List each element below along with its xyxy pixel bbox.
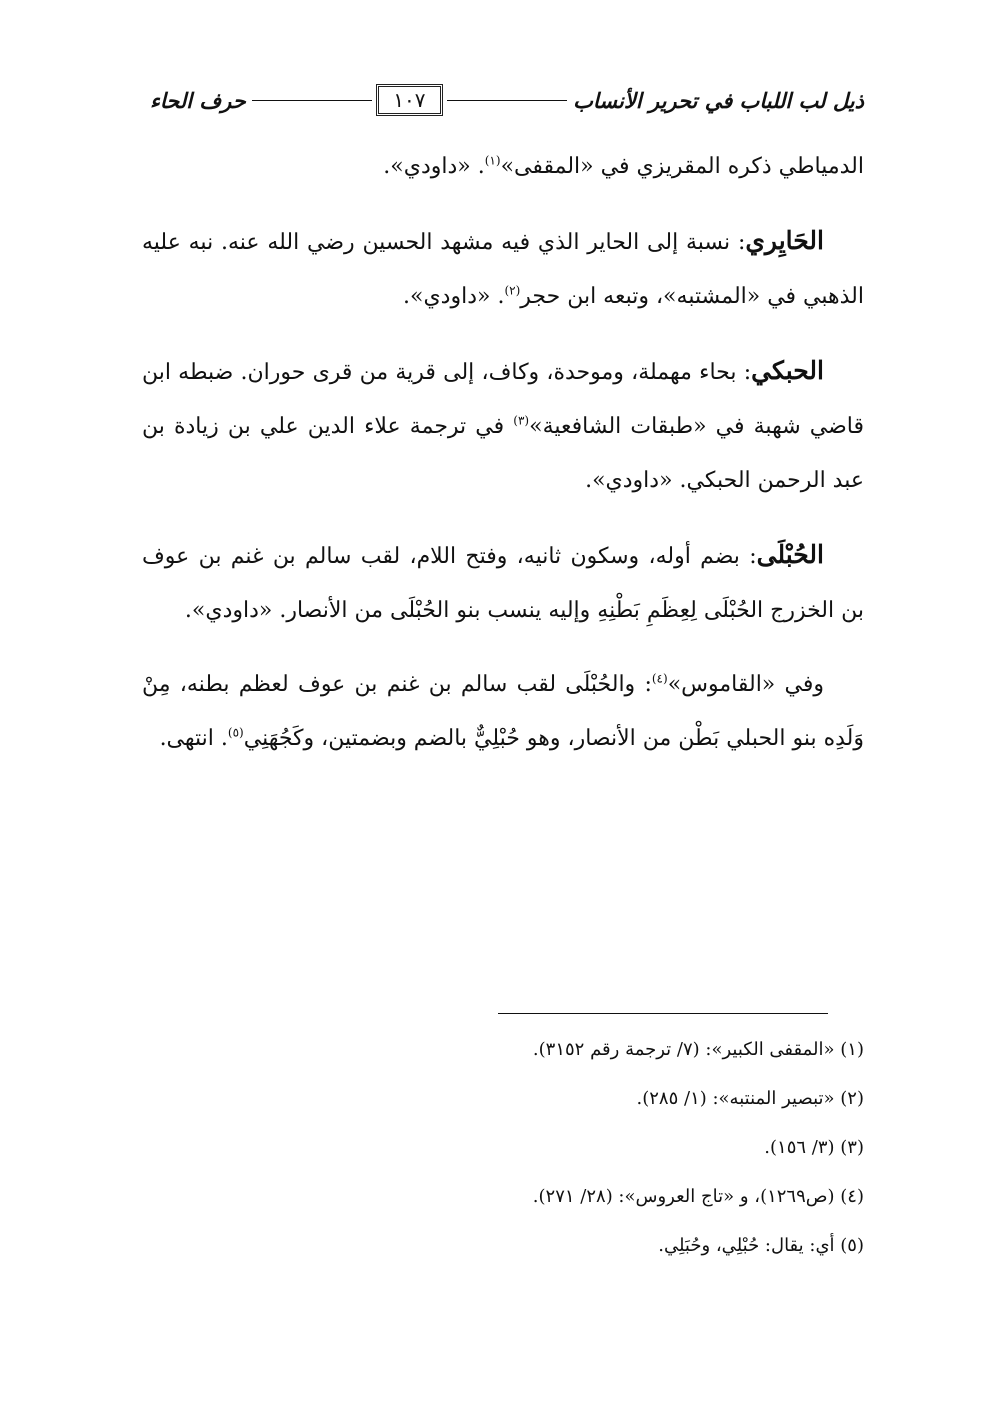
footnote-4: (٤) (ص١٢٦٩)، و «تاج العروس»: (٢٨/ ٢٧١).: [532, 1186, 864, 1207]
chapter-title: حرف الحاء: [150, 87, 246, 113]
entry-alhubla: [142, 528, 864, 638]
qamus-quote: [142, 658, 864, 766]
entry-alhayiri: [142, 214, 864, 324]
entry-heading: الحَايِري: [745, 226, 824, 255]
book-title: ذيل لب اللباب في تحرير الأنساب: [573, 87, 864, 113]
entry-heading: الحبكي: [751, 356, 824, 385]
footnote-ref: (٣): [513, 413, 530, 428]
entry-text: في ترجمة علاء الدين علي بن زيادة بن عبد الرحمن الحبكي. «داودي».: [142, 414, 864, 493]
footnotes: [142, 1025, 864, 1270]
footnote-ref: (٢): [504, 283, 521, 298]
quote-text: : والحُبْلَى لقب سالم بن غنم بن عوف لعظم بطنه، مِنْ وَلَدِه بنو الحبلي بَطْن من الأنصار، وهو حُبْلِيٌّ بالضم وبضمتين، وكَجُهَنِي: [142, 672, 864, 751]
paragraph-text: الدمياطي ذكره المقريزي في «المقفى»: [500, 154, 864, 179]
footnote-5: (٥) أي: يقال: حُبْلِي، وحُبَلِي.: [658, 1235, 864, 1256]
footnote-ref: (٤): [651, 671, 668, 686]
entry-heading: الحُبْلَى: [756, 540, 824, 569]
quote-text: . انتهى.: [159, 726, 228, 751]
footnote-1: (١) «المقفى الكبير»: (٧/ ترجمة رقم ٣١٥٢).: [532, 1039, 864, 1060]
footnote-2: (٢) «تبصير المنتبه»: (١/ ٢٨٥).: [636, 1088, 864, 1109]
paragraph-continuation: [142, 140, 864, 194]
entry-text: : بضم أوله، وسكون ثانيه، وفتح اللام، لقب سالم بن غنم بن عوف بن الخزرج الحُبْلَى لِعِظَمِ بَطْنِهِ وإليه ينسب بنو الحُبْلَى من الأنصار. «داودي».: [142, 544, 864, 623]
paragraph-text: . «داودي».: [383, 154, 485, 179]
running-header: [150, 80, 864, 120]
entry-text: : بحاء مهملة، وموحدة، وكاف، إلى قرية من قرى حوران. ضبطه ابن قاضي شهبة في «طبقات الشافعية»: [142, 360, 864, 439]
entry-alhabaki: [142, 344, 864, 508]
header-rule-left: [252, 100, 373, 101]
footnote-separator: [498, 1013, 828, 1014]
page-number: ١٠٧: [376, 84, 442, 116]
entry-text: . «داودي».: [402, 284, 505, 309]
quote-text: وفي «القاموس»: [667, 672, 824, 697]
footnote-3: (٣) (٣/ ١٥٦).: [764, 1137, 864, 1158]
footnote-ref: (١): [484, 153, 501, 168]
entry-text: : نسبة إلى الحاير الذي فيه مشهد الحسين رضي الله عنه. نبه عليه الذهبي في «المشتبه»، وتبعه ابن حجر: [142, 230, 864, 309]
footnote-ref: (٥): [227, 725, 244, 740]
header-rule-right: [447, 100, 568, 101]
main-text: [142, 140, 864, 786]
header-middle: [252, 84, 567, 116]
